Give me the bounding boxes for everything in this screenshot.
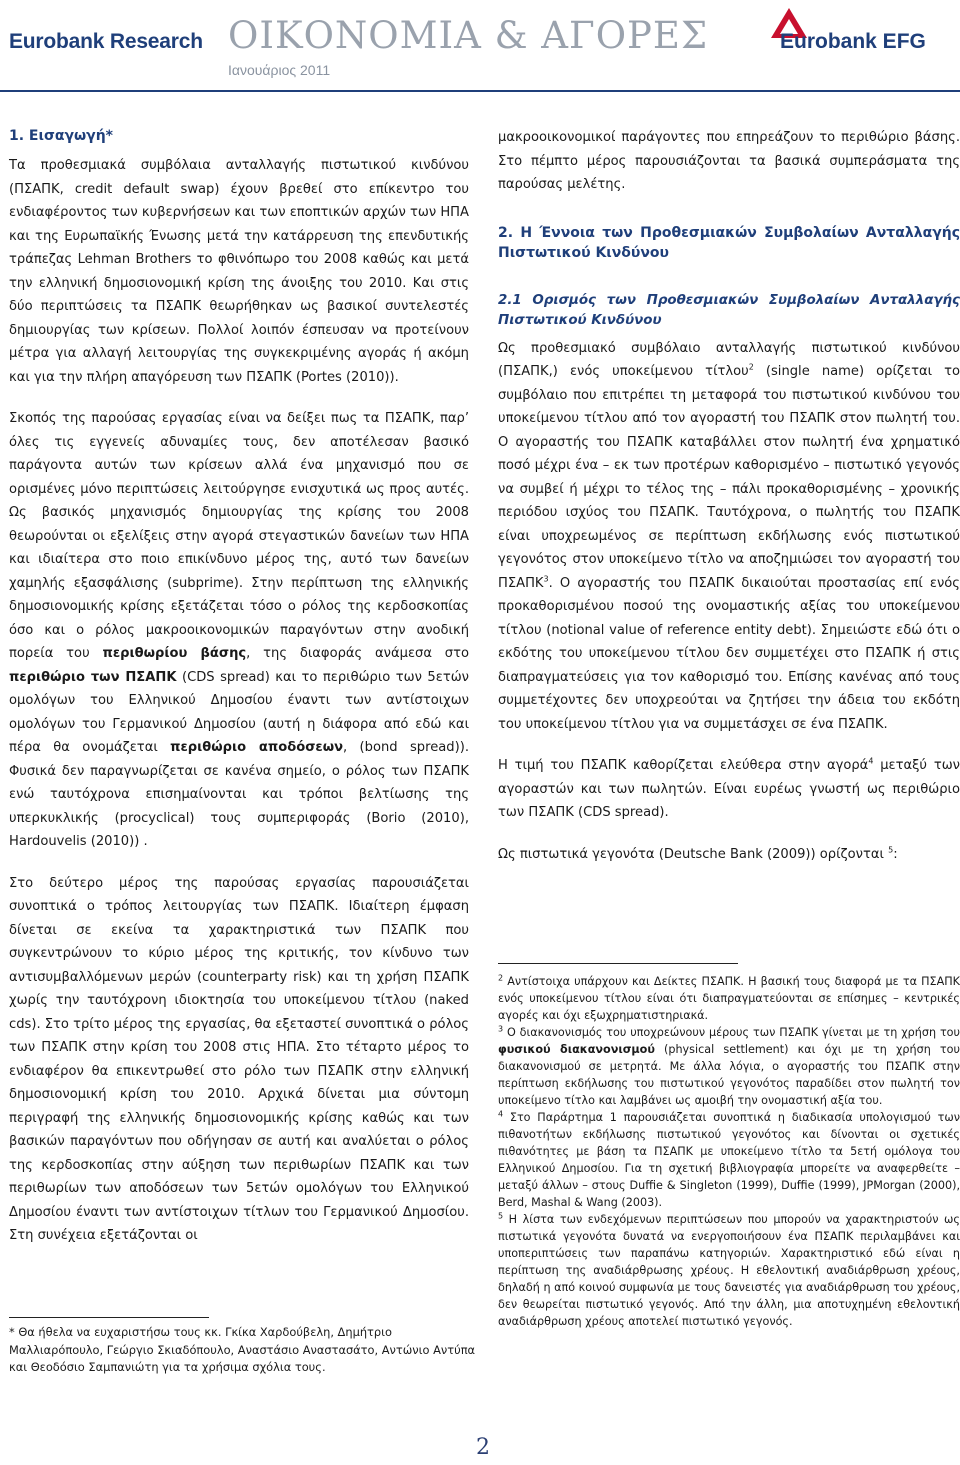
intro-paragraph-1: Τα προθεσμιακά συμβόλαια ανταλλαγής πιστωτικού κινδύνου (ΠΣΑΠΚ, credit default swap) έχουν βρεθεί στο επίκεντρο του ενδιαφέροντος των κυβερνήσεων και των εποπτικών αρχών των ΗΠΑ και της Ευρωπαϊκής Ένωσης μετά την κατάρρευση της επενδυτικής τράπεζας Lehman Brothers το φθινόπωρο του 2008 καθώς και μετά την ελληνική δημοσιονομική κρίση της άνοιξης του 2010. Και στις δύο περιπτώσεις τα ΠΣΑΠΚ θεωρήθηκαν ως βασικοί συντελεστές δημιουργίας των κρίσεων. Πολλοί λοιπόν έσπευσαν να προτείνουν μέτρα για αλλαγή λειτουργίας της συγκεκριμένης αγοράς ή ακόμη και για την πλήρη απαγόρευση των ΠΣΑΠΚ (Portes (2010)).: [9, 158, 469, 385]
footnote-acknowledgements: * Θα ήθελα να ευχαριστήσω τους κκ. Γκίκα Χαρδούβελη, Δημήτριο Μαλλιαρόπουλο, Γεώργιο Σκιαδόπουλο, Αναστάσιο Αναστασάτο, Αντώνιο Αντύπα και Θεοδόσιο Σαμπανιώτη για τα χρήσιμα σχόλια τους.: [9, 1325, 476, 1374]
page-number: 2: [476, 1435, 490, 1460]
footnote-5: $^5$ Η λίστα των ενδεχόμενων περιπτώσεων που μπορούν να χαρακτηριστούν ως πιστωτικά γεγονότα δυνατά να ενεργοποιήσουν ένα ΠΣΑΠΚ περιλαμβάνει και υποπεριπτώσεις των παραπάνω κατηγοριών. Χαρακτηριστικό εδώ είναι η περίπτωση της αναδιάρθρωσης χρέους. Η εθελοντική αναδιάρθρωση χρέους, δηλαδή η από κοινού συμφωνία με τους δανειστές για αναδιάρθρωση του χρέους, δεν θεωρείται πιστωτικό γεγονός. Από την άλλη, μια αποτυχημένη εθελοντική αναδιάρθρωση χρέους αποτελεί πιστωτικό γεγονός.: [498, 1211, 960, 1328]
footnote-rule-left: [9, 1317, 209, 1318]
footnote-rule-right: [498, 963, 738, 964]
section-1-heading: 1. Εισαγωγή*: [9, 128, 114, 144]
issue-date: Ιανουάριος 2011: [228, 62, 331, 78]
masthead-title: ΟΙΚΟΝΟΜΙΑ & ΑΓΟΡΕΣ: [228, 14, 709, 57]
eurobank-research-logo: Eurobank Research: [9, 30, 203, 53]
page-header: [0, 0, 960, 96]
footnote-3: $^3$ Ο διακανονισμός του υποχρεώνουν μέρους των ΠΣΑΠΚ γίνεται με τη χρήση του φυσικού διακανονισμού (physical settlement) και όχι με τη χρήση του διακανονισμού σε μετρητά. Με άλλα λόγια, ο αγοραστής του ΠΣΑΠΚ στην περίπτωση εκδήλωσης του πιστωτικού γεγονότος παραδίδει στον πωλητή τον υποκείμενο τίτλο και λαμβάνει ως αμοιβή την ονομαστική αξία του.: [498, 1024, 960, 1107]
right-column: [498, 126, 960, 866]
intro-paragraph-2: Σκοπός της παρούσας εργασίας είναι να δείξει πως τα ΠΣΑΠΚ, παρ’ όλες τις εγγενείς αδυναμίες τους, δεν αποτέλεσαν βασικό παράγοντα αυτών των κρίσεων αλλά ένα μηχανισμό που σε ορισμένες μόνο περιπτώσεις λειτούργησε ενισχυτικά ως προς αυτές. Ως βασικός μηχανισμός δημιουργίας της κρίσης του 2008 θεωρούνται οι εξελίξεις στην αγορά στεγαστικών δανείων των ΗΠΑ και ιδιαίτερα στο ποιο επικίνδυνο μέρος της, αυτό των δανείων χαμηλής εξασφάλισης (subprime). Στην περίπτωση της ελληνικής δημοσιονομικής κρίσης εξετάζεται τόσο ο ρόλος της κερδοσκοπίας όσο και ο ρόλος μακροοικονομικών παραγόντων στην ανοδική πορεία του περιθωρίου βάσης, της διαφοράς ανάμεσα στο περιθώριο των ΠΣΑΠΚ (CDS spread) και το περιθώριο των 5ετών ομολόγων του Ελληνικού Δημοσίου έναντι των αντίστοιχων ομολόγων του Γερμανικού Δημοσίου (αυτή η διάφορα από εδώ και πέρα θα ονομάζεται περιθώριο αποδόσεων, (bond spread)). Φυσικά δεν παραγνωρίζεται σε κανένα σημείο, ο ρόλος των ΠΣΑΠΚ ενώ ταυτόχρονα επισημαίνονται και τρόποι βελτίωσης της υπερκυκλικής (procyclical) τους συμπεριφοράς (Borio (2010), Hardouvelis (2010)) .: [9, 411, 469, 849]
footnote-2: $^2$ Αντίστοιχα υπάρχουν και Δείκτες ΠΣΑΠΚ. Η βασική τους διαφορά με τα ΠΣΑΠΚ ενός υποκείμενου τίτλου είναι ότι διαπραγματεύονται σε επίσημες – κεντρικές αγορές και όχι εξωχρηματιστηριακά.: [498, 973, 960, 1022]
pricing-paragraph: Η τιμή του ΠΣΑΠΚ καθορίζεται ελεύθερα στην αγορά$^4$ μεταξύ των αγοραστών και των πωλητών. Είναι ευρέως γνωστή ως περιθώριο των ΠΣΑΠΚ (CDS spread).: [498, 756, 960, 820]
section-2-heading: 2. Η Έννοια των Προθεσμιακών Συμβολαίων Ανταλλαγής Πιστωτικού Κινδύνου: [498, 224, 960, 261]
subsection-2-1-heading: 2.1 Ορισμός των Προθεσμιακών Συμβολαίων Ανταλλαγής Πιστωτικού Κινδύνου: [498, 292, 960, 328]
credit-events-paragraph: Ως πιστωτικά γεγονότα (Deutsche Bank (2009)) ορίζονται $^5$:: [498, 845, 898, 862]
footnote-4: $^4$ Στο Παράρτημα 1 παρουσιάζεται συνοπτικά η διαδικασία υπολογισμού των πιθανοτήτων εκδήλωσης πιστωτικού γεγονότος και δίνονται οι σχετικές πιθανότητες με βάση τα ΠΣΑΠΚ με υποκείμενο τίτλο τα 5ετή ομόλογα του Ελληνικού Δημοσίου. Για τη σχετική βιβλιογραφία μπορείτε να αναφερθείτε – μεταξύ άλλων – στους Duffie & Singleton (1999), Duffie (1999), JPMorgan (2000), Berd, Mashal & Wang (2003).: [498, 1109, 960, 1209]
definition-paragraph: Ως προθεσμιακό συμβόλαιο ανταλλαγής πιστωτικού κινδύνου (ΠΣΑΠΚ,) ενός υποκείμενου τίτλου$^2$ (single name) ορίζεται το συμβόλαιο που επιτρέπει τη μεταφορά του πιστωτικού κινδύνου του υποκείμενου τίτλου από τον αγοραστή του ΠΣΑΠΚ στον πωλητή του. Ο αγοραστής του ΠΣΑΠΚ καταβάλλει στον πωλητή ένα χρηματικό ποσό μέχρι ένα – εκ των προτέρων καθορισμένο – πιστωτικό γεγονός να συμβεί ή μέχρι το τέλος της – πάλι προκαθορισμένης – χρονικής περιόδου ισχύος του ΠΣΑΠΚ. Ταυτόχρονα, ο πωλητής του ΠΣΑΠΚ είναι υποχρεωμένος σε περίπτωση εκδήλωσης ενός πιστωτικού γεγονότος στον υποκείμενο τίτλο να αποζημιώσει τον αγοραστή του ΠΣΑΠΚ$^3$. Ο αγοραστής του ΠΣΑΠΚ δικαιούται προστασίας επί ενός προκαθορισμένου ποσού της ονομαστικής αξίας του υποκείμενου τίτλου (notional value of reference entity debt). Σημειώστε εδώ ότι ο εκδότης του υποκείμενου τίτλου δεν συμμετέχει στο ΠΣΑΠΚ ή στις διαπραγματεύσεις για τον καθορισμό του. Επίσης κανένας από τους συμμετέχοντες δεν υποχρεούται να ζητήσει την άδεια του εκδότη του υποκείμενου τίτλου για να συμμετάσχει σε ένα ΠΣΑΠΚ.: [498, 340, 960, 732]
footnotes-right: [498, 973, 960, 1330]
intro-paragraph-continued: μακροοικονομικοί παράγοντες που επηρεάζουν το περιθώριο βάσης. Στο πέμπτο μέρος παρουσιάζονται τα βασικά συμπεράσματα της παρούσας μελέτης.: [498, 130, 960, 192]
intro-paragraph-3: Στο δεύτερο μέρος της παρούσας εργασίας παρουσιάζεται συνοπτικά ο τρόπος λειτουργίας των ΠΣΑΠΚ. Ιδιαίτερη έμφαση δίνεται σε εκείνα τα χαρακτηριστικά των ΠΣΑΠΚ που συγκεντρώνουν το κύριο μέρος της κριτικής, τον κίνδυνο των αντισυμβαλλόμενων μερών (counterparty risk) και τη χρήση ΠΣΑΠΚ χωρίς την ταυτόχρονη ιδιοκτησία του υποκείμενου τίτλου (naked cds). Στο τρίτο μέρος της εργασίας, θα εξεταστεί συνοπτικά ο ρόλος των ΠΣΑΠΚ στην κρίση του 2008 στις ΗΠΑ. Στο τέταρτο μέρος το ενδιαφέρον θα επικεντρωθεί στο ρόλο των ΠΣΑΠΚ στην ελληνική δημοσιονομική κρίση του 2010. Αρχικά δίνεται μια σύντομη περιγραφή της ελληνικής δημοσιονομικής κρίσης καθώς και των βασικών παραγόντων που οδήγησαν σε αυτή και αναλύεται ο ρόλος της κερδοσκοπίας στην αύξηση των περιθωρίων ΠΣΑΠΚ και των περιθωρίων των αποδόσεων των 5ετών ομολόγων του Ελληνικού Δημοσίου έναντι των αντίστοιχων τίτλων του Γερμανικού Δημοσίου. Στη συνέχεια εξετάζονται οι: [9, 875, 469, 1243]
left-column: [9, 126, 469, 1248]
eurobank-efg-wordmark: Eurobank EFG: [780, 30, 926, 53]
header-rule: [0, 90, 960, 92]
